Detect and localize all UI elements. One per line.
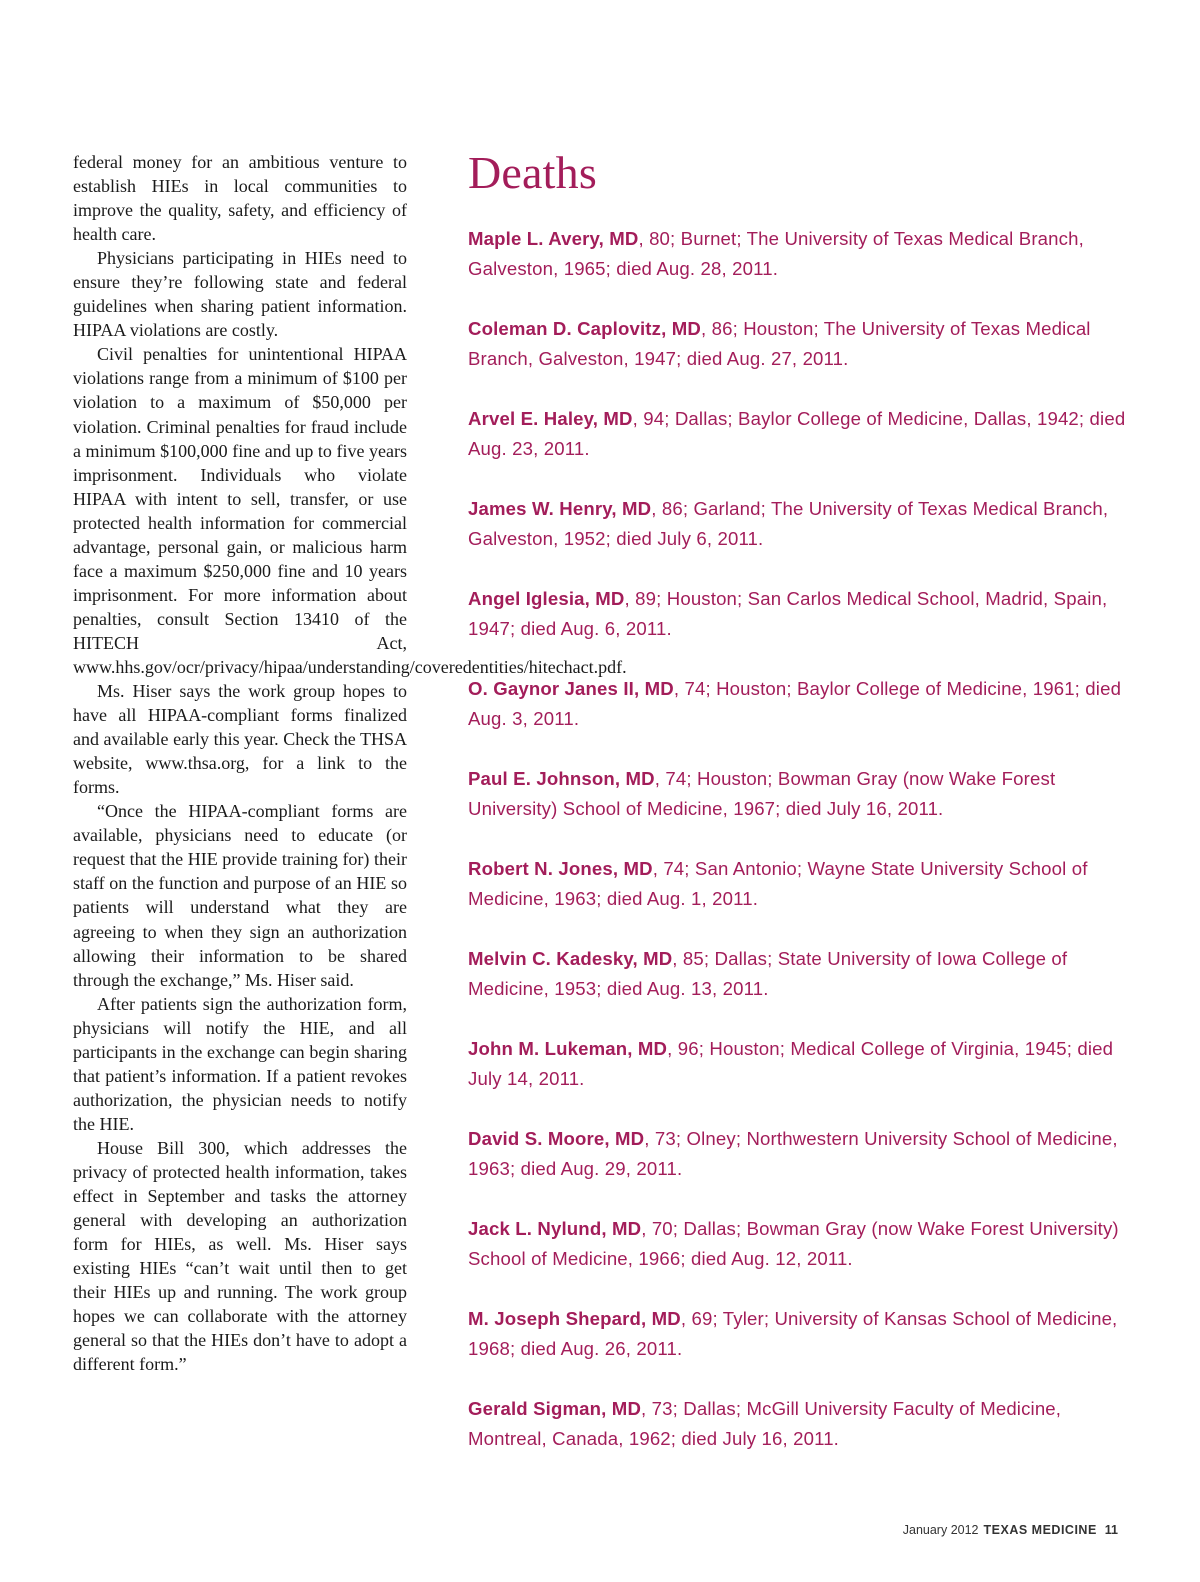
obituary-entry bbox=[468, 584, 1128, 644]
obituary-details: , 94; Dallas; Baylor College of Medicine, Dallas, 1942; died Aug. 23, 2011. bbox=[468, 408, 1126, 459]
obituary-entry bbox=[468, 404, 1128, 464]
obituary-details: , 80; Burnet; The University of Texas Medical Branch, Galveston, 1965; died Aug. 28, 2011. bbox=[468, 228, 1084, 279]
obituary-entry bbox=[468, 1034, 1128, 1094]
obituary-name: M. Joseph Shepard, MD bbox=[468, 1308, 681, 1329]
obituary-entry bbox=[468, 1124, 1128, 1184]
obituary-entry bbox=[468, 494, 1128, 554]
obituary-name: Paul E. Johnson, MD bbox=[468, 768, 655, 789]
obituary-details: , 73; Dallas; McGill University Faculty of Medicine, Montreal, Canada, 1962; died July 16, 2011. bbox=[468, 1398, 1062, 1449]
obituary-name: O. Gaynor Janes II, MD bbox=[468, 678, 674, 699]
page-footer bbox=[903, 1523, 1118, 1537]
obituary-details: , 74; Houston; Baylor College of Medicine, 1961; died Aug. 3, 2011. bbox=[468, 678, 1122, 729]
obituary-details: , 74; San Antonio; Wayne State University School of Medicine, 1963; died Aug. 1, 2011. bbox=[468, 858, 1088, 909]
obituary-entry bbox=[468, 854, 1128, 914]
obituary-details: , 73; Olney; Northwestern University School of Medicine, 1963; died Aug. 29, 2011. bbox=[468, 1128, 1118, 1179]
obituary-name: Jack L. Nylund, MD bbox=[468, 1218, 642, 1239]
obituary-details: , 69; Tyler; University of Kansas School of Medicine, 1968; died Aug. 26, 2011. bbox=[468, 1308, 1118, 1359]
obituary-entry bbox=[468, 764, 1128, 824]
obituary-name: James W. Henry, MD bbox=[468, 498, 652, 519]
obituary-details: , 96; Houston; Medical College of Virginia, 1945; died July 14, 2011. bbox=[468, 1038, 1114, 1089]
obituary-name: Robert N. Jones, MD bbox=[468, 858, 653, 879]
obituary-name: Coleman D. Caplovitz, MD bbox=[468, 318, 701, 339]
magazine-title: TEXAS MEDICINE bbox=[983, 1523, 1097, 1537]
article-paragraph: Ms. Hiser says the work group hopes to have all HIPAA-compliant forms finalized and available early this year. Check the THSA website, www.thsa.org, for a link to the forms. bbox=[73, 681, 407, 798]
obituary-name: David S. Moore, MD bbox=[468, 1128, 645, 1149]
obituary-list bbox=[468, 224, 1128, 1454]
obituary-details: , 86; Houston; The University of Texas Medical Branch, Galveston, 1947; died Aug. 27, 2011. bbox=[468, 318, 1091, 369]
obituary-entry bbox=[468, 1394, 1128, 1454]
obituary-name: Melvin C. Kadesky, MD bbox=[468, 948, 673, 969]
obituary-details: , 85; Dallas; State University of Iowa College of Medicine, 1953; died Aug. 13, 2011. bbox=[468, 948, 1068, 999]
obituary-entry bbox=[468, 224, 1128, 284]
article-paragraph: Civil penalties for unintentional HIPAA violations range from a minimum of $100 per violation to a maximum of $50,000 per violation. Criminal penalties for fraud include a minimum $100,000 fine and up to five years imprisonment. Individuals who violate HIPAA with intent to sell, transfer, or use protected health information for commercial advantage, personal gain, or malicious harm face a maximum $250,000 fine and 10 years imprisonment. For more information about penalties, consult Section 13410 of the HITECH Act, www.hhs.gov/ocr/privacy/hipaa/understanding/coveredentities/hitechact.pdf. bbox=[73, 344, 627, 677]
obituary-entry bbox=[468, 944, 1128, 1004]
obituary-name: Gerald Sigman, MD bbox=[468, 1398, 642, 1419]
obituary-entry bbox=[468, 1304, 1128, 1364]
obituary-details: , 70; Dallas; Bowman Gray (now Wake Forest University) School of Medicine, 1966; died Aug. 12, 2011. bbox=[468, 1218, 1119, 1269]
article-paragraph: federal money for an ambitious venture to establish HIEs in local communities to improve the quality, safety, and efficiency of health care. bbox=[73, 152, 407, 245]
article-paragraph: “Once the HIPAA-compliant forms are available, physicians need to educate (or request that the HIE provide training for) their staff on the function and purpose of an HIE so patients will understand what they are agreeing to when they sign an authorization allowing their information to be shared through the exchange,” Ms. Hiser said. bbox=[73, 801, 407, 990]
obituary-details: , 74; Houston; Bowman Gray (now Wake Forest University) School of Medicine, 1967; died July 16, 2011. bbox=[468, 768, 1056, 819]
obituary-name: Arvel E. Haley, MD bbox=[468, 408, 633, 429]
deaths-section bbox=[468, 145, 1128, 1484]
deaths-heading: Deaths bbox=[468, 147, 597, 198]
obituary-name: Angel Iglesia, MD bbox=[468, 588, 625, 609]
obituary-name: Maple L. Avery, MD bbox=[468, 228, 639, 249]
article-paragraph: Physicians participating in HIEs need to ensure they’re following state and federal guidelines when sharing patient information. HIPAA violations are costly. bbox=[73, 248, 407, 341]
article-paragraph: House Bill 300, which addresses the privacy of protected health information, takes effect in September and tasks the attorney general with developing an authorization form for HIEs, as well. Ms. Hiser says existing HIEs “can’t wait until then to get their HIEs up and running. The work group hopes we can collaborate with the attorney general so that the HIEs don’t have to adopt a different form.” bbox=[73, 1137, 407, 1375]
obituary-details: , 86; Garland; The University of Texas Medical Branch, Galveston, 1952; died July 6, 2011. bbox=[468, 498, 1109, 549]
obituary-entry bbox=[468, 674, 1128, 734]
obituary-entry bbox=[468, 314, 1128, 374]
obituary-name: John M. Lukeman, MD bbox=[468, 1038, 668, 1059]
issue-date: January 2012 bbox=[902, 1523, 979, 1537]
obituary-entry bbox=[468, 1214, 1128, 1274]
obituary-details: , 89; Houston; San Carlos Medical School, Madrid, Spain, 1947; died Aug. 6, 2011. bbox=[468, 588, 1108, 639]
page-number: 11 bbox=[1104, 1523, 1118, 1537]
article-paragraph: After patients sign the authorization form, physicians will notify the HIE, and all participants in the exchange can begin sharing that patient’s information. If a patient revokes authorization, the physician needs to notify the HIE. bbox=[73, 993, 407, 1134]
